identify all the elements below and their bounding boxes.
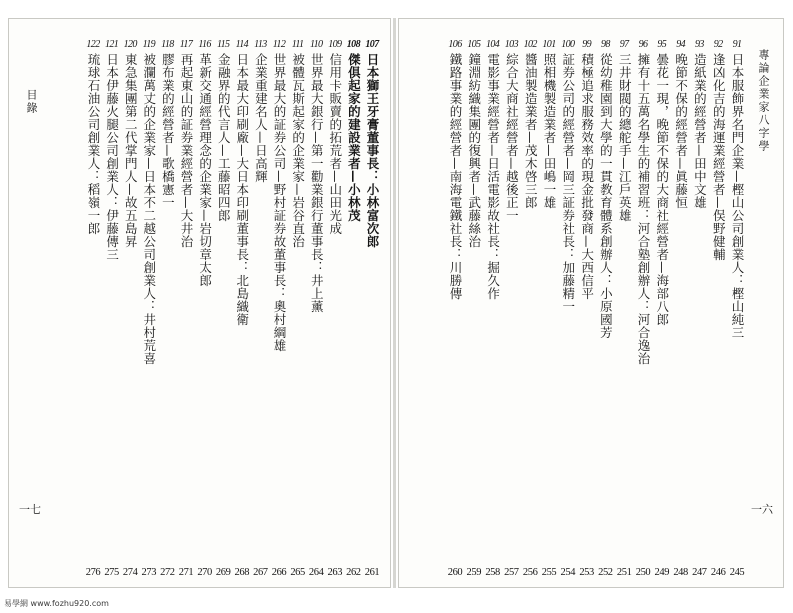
entry-title: 再起東山的証券業經營者—大井治 — [179, 53, 194, 248]
toc-entry — [559, 39, 577, 578]
entry-page-number: 252 — [598, 567, 613, 578]
entry-number: 110 — [309, 39, 323, 50]
entry-number: 104 — [485, 39, 500, 50]
entry-page-number: 264 — [308, 567, 324, 578]
entry-number: 106 — [448, 39, 462, 50]
entry-page-number: 259 — [466, 567, 482, 578]
entry-page-number: 256 — [522, 567, 538, 578]
entry-page-number: 271 — [178, 567, 194, 578]
toc-entry — [251, 39, 269, 578]
toc-entry — [578, 39, 596, 578]
entry-title: 電影事業經營者—日活電影故社長：掘久作 — [485, 53, 501, 300]
entry-title: 日本服飾界名門企業—樫山公司創業人：樫山純三 — [730, 53, 745, 339]
entry-page-number: 260 — [447, 567, 463, 578]
running-header-contents: 目錄 — [25, 89, 38, 115]
entry-page-number: 269 — [215, 567, 231, 578]
entry-title: 逢凶化吉的海運業經營者—俣野健輔 — [711, 53, 727, 261]
entry-page-number: 251 — [616, 567, 632, 578]
toc-entry — [446, 39, 464, 578]
entry-title: 世界最大的証券公司—野村証券故董事長：奧村綱雄 — [272, 53, 287, 352]
left-page — [8, 18, 391, 588]
toc-entry — [121, 39, 139, 578]
toc-entry — [521, 39, 539, 578]
entry-number: 121 — [104, 39, 119, 50]
toc-entry — [540, 39, 558, 578]
entry-number: 95 — [657, 39, 667, 50]
toc-entry — [270, 39, 288, 578]
entry-page-number: 274 — [122, 567, 138, 578]
entry-title: 綜合大商社經營者—越後正一 — [504, 53, 520, 222]
entry-page-number: 273 — [141, 567, 157, 578]
toc-entry — [653, 39, 671, 578]
toc-entry — [709, 39, 727, 578]
entry-number: 108 — [346, 39, 360, 50]
entry-title: 積極追求服務效率的現金批發商—大西信平 — [579, 53, 595, 300]
entry-page-number: 261 — [364, 567, 380, 578]
entry-page-number: 248 — [673, 567, 688, 578]
entry-number: 99 — [582, 39, 591, 50]
toc-entry — [158, 39, 176, 578]
toc-entry — [634, 39, 652, 578]
entry-number: 107 — [365, 39, 379, 50]
entry-title: 証券公司的經營者—岡三証券社長：加藤精一 — [560, 53, 576, 313]
entry-number: 119 — [142, 39, 156, 50]
entry-title: 世界最大銀行—第一勸業銀行董事長：井上薰 — [309, 53, 325, 313]
entry-number: 101 — [542, 39, 556, 50]
entry-title: 從幼稚園到大學的一貫教育體系創辦人：小原國芳 — [598, 53, 614, 339]
toc-entry — [214, 39, 232, 578]
entry-title: 革新交通經營理念的企業家—岩切章太郎 — [197, 53, 213, 287]
toc-entry — [672, 39, 690, 578]
entry-number: 117 — [179, 39, 193, 50]
entry-title: 企業重建名人—日高輝 — [253, 53, 269, 183]
entry-number: 93 — [694, 39, 704, 50]
entry-title: 日本伊藤火腿公司創業人：伊藤傳三 — [104, 53, 120, 261]
entry-title: 三井財閥的總舵手—江戶英雄 — [617, 53, 633, 222]
toc-entry — [326, 39, 344, 578]
entry-page-number: 272 — [160, 567, 175, 578]
entry-page-number: 247 — [692, 567, 707, 578]
toc-entry — [233, 39, 251, 578]
entry-title: 造紙業的經營者—田中文雄 — [692, 53, 708, 209]
entry-title: 金融界的代言人—工藤昭四郎 — [216, 53, 232, 222]
toc-entry — [596, 39, 614, 578]
entry-title: 照相機製造業者—田嶋一雄 — [542, 53, 557, 209]
entry-number: 102 — [523, 39, 537, 50]
entry-page-number: 249 — [654, 567, 670, 578]
entry-title: 琉球石油公司創業人：稻嶺一郎 — [86, 53, 101, 235]
entry-number: 114 — [235, 39, 249, 50]
toc-entry — [690, 39, 708, 578]
page-folio-right: 一六 — [751, 503, 773, 516]
toc-entry — [177, 39, 195, 578]
entry-number: 94 — [676, 39, 685, 50]
entry-page-number: 257 — [504, 567, 519, 578]
entry-page-number: 275 — [104, 567, 119, 578]
toc-entry — [344, 39, 362, 578]
entry-title: 東急集團第二代掌門人—故五島昇 — [123, 53, 139, 248]
entry-page-number: 254 — [560, 567, 576, 578]
entry-title: 被瀾萬丈的企業家—日本不二越公司創業人：井村荒喜 — [141, 53, 157, 365]
entry-number: 109 — [328, 39, 342, 50]
entry-number: 116 — [198, 39, 211, 50]
entry-number: 120 — [123, 39, 137, 50]
entry-number: 111 — [291, 39, 304, 50]
toc-entry — [103, 39, 121, 578]
entry-page-number: 270 — [197, 567, 212, 578]
toc-entry — [728, 39, 746, 578]
entry-number: 96 — [638, 39, 648, 50]
entry-page-number: 276 — [85, 567, 101, 578]
entry-number: 105 — [467, 39, 481, 50]
entry-number: 122 — [86, 39, 100, 50]
entry-page-number: 250 — [635, 567, 651, 578]
toc-entry — [84, 39, 102, 578]
entry-number: 112 — [272, 39, 286, 50]
entry-number: 98 — [600, 39, 610, 50]
entry-page-number: 265 — [290, 567, 305, 578]
site-watermark: 易學網 www.fozhu920.com — [4, 599, 109, 608]
toc-entry — [307, 39, 325, 578]
entry-title: 曇花一現，晚節不保的大商社經營者—海部八郎 — [654, 53, 670, 326]
toc-entry — [196, 39, 214, 578]
entry-number: 97 — [619, 39, 629, 50]
toc-entry — [615, 39, 633, 578]
entry-page-number: 258 — [485, 567, 500, 578]
toc-entry — [465, 39, 483, 578]
entry-title: 醬油製造業者—茂木啓三郎 — [523, 53, 539, 209]
toc-entry — [363, 39, 381, 578]
entry-number: 100 — [561, 39, 575, 50]
toc-entry — [289, 39, 307, 578]
entry-page-number: 266 — [271, 567, 287, 578]
entry-number: 115 — [216, 39, 230, 50]
entry-page-number: 253 — [579, 567, 594, 578]
entry-title: 被體瓦斯起家的企業家—岩谷直治 — [290, 53, 306, 248]
right-page — [398, 18, 784, 588]
entry-title: 日本獅王牙膏董事長：小林富次郎 — [365, 53, 380, 248]
entry-title: 鐘淵紡織集團的復興者—武藤絲治 — [466, 53, 482, 248]
entry-page-number: 268 — [234, 567, 250, 578]
toc-entry — [484, 39, 502, 578]
entry-page-number: 246 — [710, 567, 726, 578]
entry-title: 傑俱起家的建設業者—小林茂 — [346, 53, 362, 222]
toc-entry — [502, 39, 520, 578]
entry-title: 信用卡販賣的拓荒者—山田光成 — [327, 53, 343, 235]
entry-page-number: 245 — [729, 567, 745, 578]
entry-page-number: 262 — [346, 567, 361, 578]
entry-page-number: 255 — [541, 567, 557, 578]
entry-number: 118 — [161, 39, 174, 50]
entry-title: 鐵路事業的經營者—南海電鐵社長：川勝傳 — [448, 53, 463, 300]
entry-title: 擁有十五萬名學生的補習班：河合塾創辦人：河合逸治 — [636, 53, 651, 365]
entry-page-number: 267 — [253, 567, 268, 578]
running-header-book-title: 專論企業家八字學 — [757, 49, 770, 153]
entry-page-number: 263 — [327, 567, 343, 578]
entry-number: 91 — [732, 39, 742, 50]
entry-title: 晚節不保的經營者—眞藤恒 — [673, 53, 689, 209]
entry-number: 92 — [713, 39, 723, 50]
book-spine — [393, 18, 396, 588]
entry-title: 膠布業的經營者—歌橋憲一 — [160, 53, 176, 209]
entry-number: 113 — [254, 39, 267, 50]
entry-title: 日本最大印刷廠—大日本印刷董事長：北島織衛 — [234, 53, 250, 326]
entry-number: 103 — [504, 39, 518, 50]
page-folio-left: 一七 — [19, 503, 41, 516]
toc-entry — [140, 39, 158, 578]
